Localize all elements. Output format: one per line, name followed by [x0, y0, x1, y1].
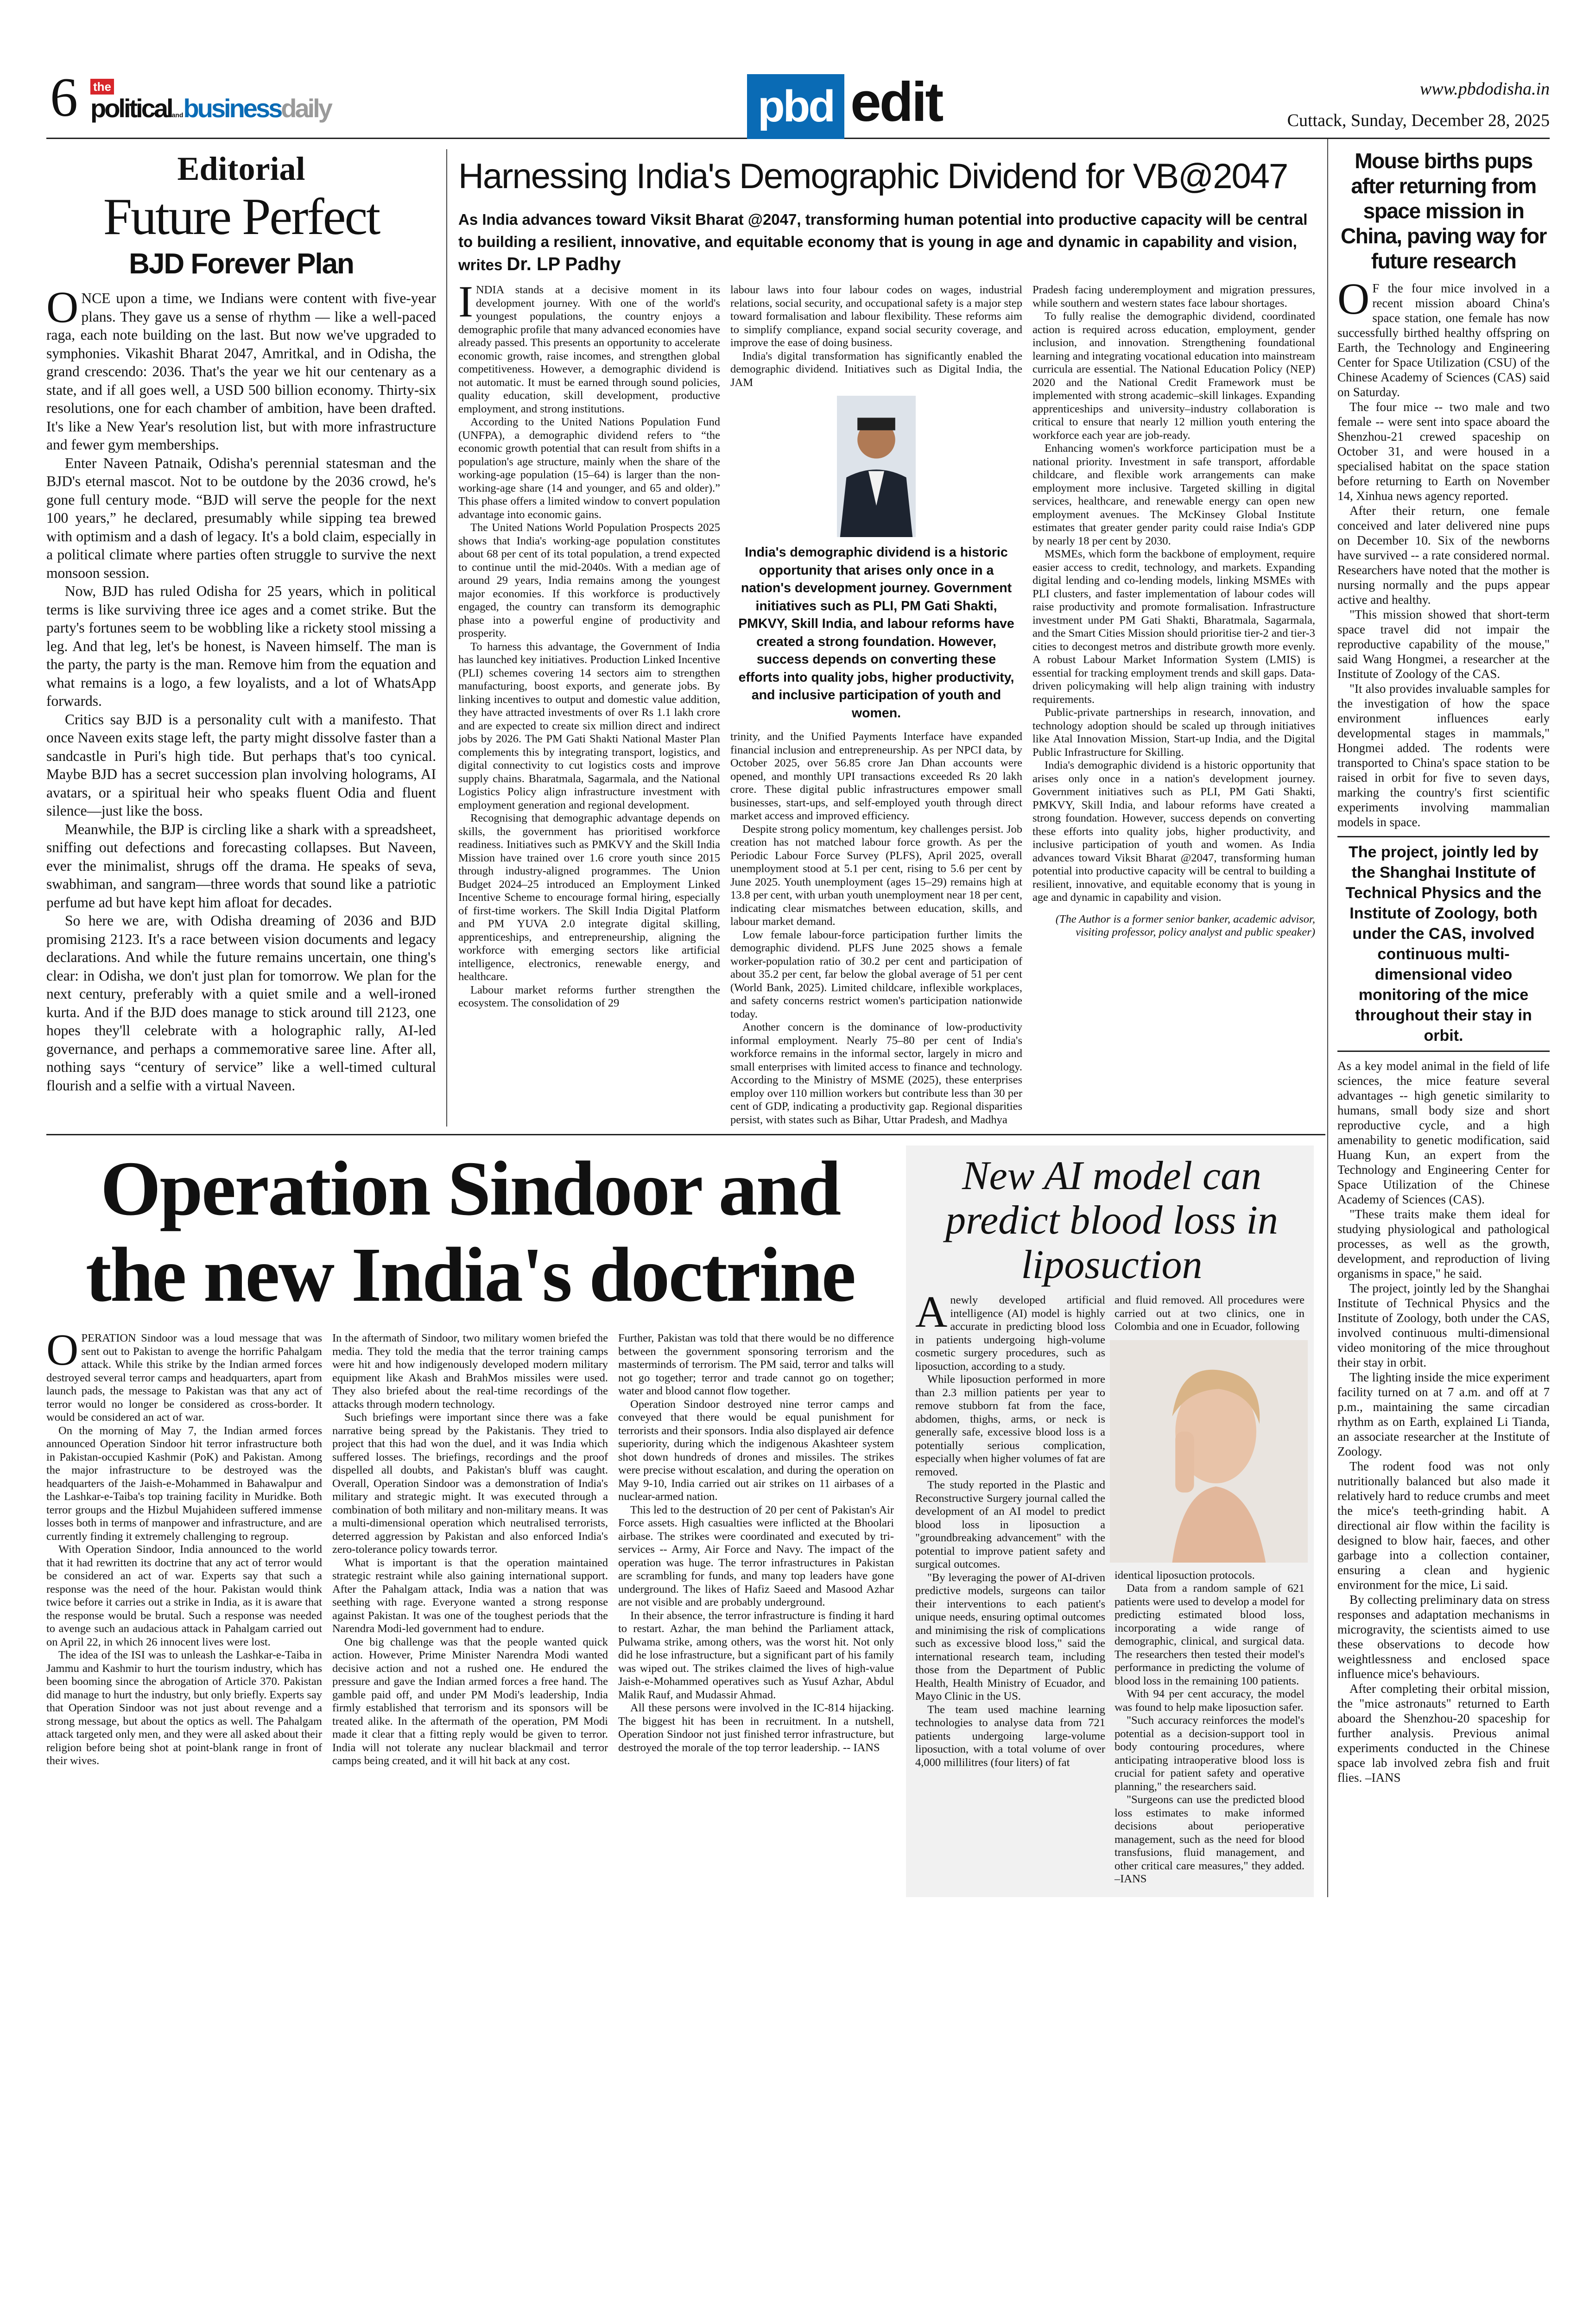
lead-headline: Harnessing India's Demographic Dividend for VB@2047: [458, 157, 1288, 196]
paragraph: and fluid removed. All procedures were carried out at two clinics, one in Colombia and one in Ecuador, following: [1115, 1294, 1305, 1333]
lead-column-3: [1032, 284, 1315, 905]
paragraph: "It also provides invaluable samples for the investigation of how the space environment influences early developmental stages in mammals," Hongmei added. The rodents were transported to China's space station to be raised in orbit for five to seven days, marking the country's first scientific experiments involving mammalian models in space.: [1337, 682, 1550, 829]
mice-body-top: [1337, 274, 1550, 829]
page-header: [46, 0, 1550, 139]
section-logo-pbd: pbd: [747, 74, 844, 139]
lead-article: [447, 149, 1325, 1127]
paragraph: The project, jointly led by the Shanghai Institute of Technical Physics and the Institute of Zoology, both under the CAS, involved continuous multi-dimensional video monitoring of the mice throughout their stay in orbit.: [1337, 1281, 1550, 1369]
paragraph: Low female labour-force participation further limits the demographic dividend. PLFS June 2025 shows a female worker-population ratio of 30.2 per cent and participation of about 35.2 per cent, far below the global average of 51 per cent (World Bank, 2025). Limited childcare, inflexible workplaces, and safety concerns restrict women's participation nationwide today.: [730, 928, 1022, 1020]
editorial-section: [46, 149, 447, 1127]
section-title-edit: edit: [850, 71, 942, 133]
paragraph: "This mission showed that short-term space travel did not impair the reproductive capability of the mouse," said Wang Hongmei, a researcher at the Institute of Zoology of the CAS.: [1337, 608, 1550, 681]
mice-headline: Mouse births pups after returning from space mission in China, paving way for future research: [1341, 149, 1546, 273]
paragraph: Meanwhile, the BJP is circling like a shark with a spreadsheet, sniffing out defections and forecasting collapses. But Naveen, ever the minimalist, shrugs off the drama. He speaks of seva, swabhiman, and sangram—three words that sound like a patriotic perfume ad but have kept him afloat for decades.: [46, 821, 436, 911]
paragraph: Another concern is the dominance of low-productivity informal employment. Nearly 75–80 per cent of India's workforce remains in the informal sector, largely in micro and small enterprises with limited access to finance and technology. According to the Ministry of MSME (2025), these enterprises employ over 110 million workers but contribute less than 30 per cent of GDP, indicating a productivity gap. Regional disparities persist, with states such as Bihar, Uttar Pradesh, and Madhya: [730, 1021, 1022, 1126]
paragraph: The team used machine learning technologies to analyse data from 721 patients undergoing large-volume liposuction, with a total volume of over 4,000 millilitres (four liters) of fat: [915, 1703, 1105, 1769]
sindoor-article: [46, 1146, 906, 1897]
paragraph: The lighting inside the mice experiment facility turned on at 7 a.m. and off at 7 p.m., maintaining the same circadian rhythm as on Earth, explained Li Tianda, an associate researcher at the Institute of Zoology.: [1337, 1370, 1550, 1458]
paragraph: Pradesh facing underemployment and migration pressures, while southern and western states face labour shortages.: [1032, 284, 1315, 310]
paragraph: Now, BJD has ruled Odisha for 25 years, which in political terms is like surviving three ice ages and a comet strike. But the party's fortunes seem to be wobbling like a rickety stool missing a leg. And that leg, let's be honest, is Naveen himself. The man is the party, the party is the man. Remove him from the equation and what remains is a logo, a few loyalists, and a lot of WhatsApp forwards.: [46, 583, 436, 709]
editorial-kicker: Editorial: [177, 150, 305, 187]
sindoor-column-1: [46, 1325, 322, 1768]
logo-business: business: [183, 94, 281, 123]
author-name: Dr. LP Padhy: [507, 254, 621, 274]
paragraph: Enter Naveen Patnaik, Odisha's perennial statesman and the BJD's eternal mascot. Not to be outdone by the 2036 crowd, he's gone full century mode. “BJD will serve the people for the next 100 years,” he declared, presumably while sipping tea brewed with optimism and a dash of legacy. It's a bold claim, especially in a political climate where parties often struggle to survive the next monsoon session.: [46, 455, 436, 581]
page-number: 6: [50, 66, 78, 128]
paragraph: After their return, one female conceived and later delivered nine pups on December 10. Six of the newborns have survived -- a rate considered normal. Researchers have noted that the mother is nursing normally and the pups appear active and healthy.: [1337, 504, 1550, 607]
paragraph: This led to the destruction of 20 per cent of Pakistan's Air Force assets. High casualties were inflicted at the Bhoolari airbase. The strikes were coordinated and executed by tri-services -- Army, Air Force and Navy. The impact of the operation was huge. The terror infrastructures in Pakistan are scrambling for funds, and many top leaders have gone underground. The likes of Hafiz Saeed and Masood Azhar are not visible and are probably underground.: [618, 1503, 894, 1608]
paragraph: After completing their orbital mission, the "mice astronauts" returned to Earth aboard the Shenzhou-20 spaceship for further analysis. Previous animal experiments conducted in the Chinese space lab involved zebra fish and fruit flies. –IANS: [1337, 1682, 1550, 1785]
sindoor-column-3: [618, 1332, 894, 1768]
logo-and: and: [171, 111, 184, 119]
lead-pull-quote: India's demographic dividend is a historic opportunity that arises only once in a nation's development journey. Government initiatives such as PLI, PM Gati Shakti, PMKVY, Skill India, and labour reforms have created a strong foundation. However, success depends on converting these efforts into quality jobs, higher productivity, and inclusive participation of youth and women.: [738, 545, 1014, 721]
ai-column-1: [915, 1287, 1105, 1886]
paragraph: INDIA stands at a decisive moment in its development journey. With one of the world's youngest populations, the country enjoys a demographic profile that many advanced economies have already passed. This presents an opportunity to accelerate economic growth, raise incomes, and strengthen global competitiveness. However, a demographic dividend is not automatic. It must be earned through sound policies, quality education, skill development, productive employment, and strong institutions.: [458, 277, 720, 415]
paragraph: According to the United Nations Population Fund (UNFPA), a demographic dividend refers to “the economic growth potential that can result from shifts in a population's age structure, mainly when the share of the working-age population (15–64) is larger than the non-working-age share (14 and younger, and 65 and older).” This phase offers a limited window to convert population advantage into economic gains.: [458, 416, 720, 521]
mice-article: [1327, 139, 1550, 1897]
lead-column-1: [458, 277, 720, 1127]
author-photo: [837, 396, 916, 537]
paragraph: Despite strong policy momentum, key challenges persist. Job creation has not matched labour force growth. As per the Periodic Labour Force Survey (PLFS), April 2025, overall unemployment stood at 5.1 per cent, rising to 5.6 per cent by June 2025. Youth unemployment (ages 15–29) remains high at 13.8 per cent, with urban youth unemployment near 18 per cent, indicating clear mismatches between education, skills, and labour market demand.: [730, 823, 1022, 928]
paragraph: What is important is that the operation maintained strategic restraint while also gaining international support. After the Pahalgam attack, India was a nation that was seething with rage. Everyone wanted a strong response against Pakistan. It was one of the toughest periods that the Narendra Modi-led government had to endure.: [332, 1556, 608, 1635]
author-note: (The Author is a former senior banker, academic advisor, visiting professor, policy analyst and public speaker): [1055, 912, 1315, 938]
paragraph: MSMEs, which form the backbone of employment, require easier access to credit, technology, and markets. Expanding digital lending and co-lending models, linking MSMEs with PLI clusters, and faster implementation of labour codes will raise productivity and promote formalisation. Infrastructure investment under PM Gati Shakti, Bharatmala, Sagarmala, and the Smart Cities Mission should prioritise tier-2 and tier-3 cities to decongest metros and distribute growth more evenly. A robust Labour Market Information System (LMIS) is essential for tracking employment trends and skill gaps. Data-driven policymaking will help align training with industry requirements.: [1032, 548, 1315, 706]
paragraph: Data from a random sample of 621 patients were used to develop a model for predicting estimated blood loss, incorporating a wide range of demographic, clinical, and surgical data. The researchers then tested their model's performance in predicting the volume of blood loss in the remaining 100 patients.: [1115, 1582, 1305, 1687]
paragraph: "Surgeons can use the predicted blood loss estimates to make informed decisions about perioperative management, such as the need for blood transfusions, fluid management, and other critical care measures," they added. –IANS: [1115, 1793, 1305, 1885]
woman-photo: [1110, 1340, 1308, 1563]
ai-column-2-bottom: [1115, 1569, 1305, 1886]
paragraph: India's digital transformation has significantly enabled the demographic dividend. Initiatives such as Digital India, the JAM: [730, 349, 1022, 389]
paragraph: India's demographic dividend is a historic opportunity that arises only once in a nation's development journey. Government initiatives such as PLI, PM Gati Shakti, PMKVY, Skill India, and labour reforms have created a strong foundation. However, success depends on converting these efforts into quality jobs, higher productivity, and inclusive participation of youth and women. As India advances toward Viksit Bharat @2047, transforming human potential into productive capacity will be central to building a resilient, innovative, and equitable economy that is young in age and dynamic in capability and vision.: [1032, 759, 1315, 904]
editorial-subtitle: BJD Forever Plan: [129, 248, 354, 280]
paragraph: Further, Pakistan was told that there would be no difference between the government sponsoring terrorism and the masterminds of terrorism. The PM said, terror and talks will not go together; terror and trade cannot go on together; water and blood cannot flow together.: [618, 1332, 894, 1397]
paragraph: "Such accuracy reinforces the model's potential as a decision-support tool in body contouring procedures, where anticipating intraoperative blood loss is crucial for patient safety and operative planning," the researchers said.: [1115, 1714, 1305, 1793]
masthead-logo: [90, 79, 331, 129]
paragraph: identical liposuction protocols.: [1115, 1569, 1255, 1582]
sindoor-column-2: [332, 1332, 608, 1768]
paragraph: OPERATION Sindoor was a loud message that was sent out to Pakistan to avenge the horrific Pahalgam attack. While this strike by the Indian armed forces destroyed several terror camps and headquarters, apart from launch pads, the message to Pakistan was that any act of terror would no longer be considered as cross-border. It would be considered an act of war.: [46, 1325, 322, 1424]
paragraph: With 94 per cent accuracy, the model was found to help make liposuction safer.: [1115, 1688, 1305, 1714]
paragraph: On the morning of May 7, the Indian armed forces announced Operation Sindoor hit terror infrastructure both in Pakistan-occupied Kashmir (PoK) and Pakistan. Among the major infrastructure to be destroyed was the headquarters of the Jaish-e-Mohammed in Bahawalpur and the Lashkar-e-Taiba's top training facility in Muridke. Both terror groups and the Hizbul Mujahideen suffered immense losses both in terms of manpower and infrastructure, and are currently finding it extremely challenging to regroup.: [46, 1424, 322, 1543]
paragraph: The four mice -- two male and two female -- were sent into space aboard the Shenzhou-21 crewed spaceship on October 31, and were housed in a specialised habitat on the space station before returning to Earth on November 14, Xinhua news agency reported.: [1337, 400, 1550, 503]
paragraph: The study reported in the Plastic and Reconstructive Surgery journal called the development of an AI model to predict blood loss in liposuction a "groundbreaking advancement" with the potential to improve patient safety and surgical outcomes.: [915, 1479, 1105, 1570]
paragraph: By collecting preliminary data on stress responses and adaptation mechanisms in microgravity, the scientists aimed to use these observations to decode how weightlessness and enclosed space influence mice's behaviours.: [1337, 1593, 1550, 1681]
editorial-body: [46, 282, 436, 1095]
paragraph: "By leveraging the power of AI-driven predictive models, surgeons can tailor their interventions to each patient's unique needs, ensuring optimal outcomes and minimising the risk of complications such as excessive blood loss," said the international research team, including those from the Department of Public Health, Health Ministry of Ecuador, and Mayo Clinic in the US.: [915, 1571, 1105, 1703]
paragraph: "These traits make them ideal for studying physiological and pathological processes, as well as the growth, development, and reproduction of living organisms in space," he said.: [1337, 1207, 1550, 1280]
paragraph: Anewly developed artificial intelligence (AI) model is highly accurate in predicting blood loss in patients undergoing high-volume cosmetic surgery procedures, such as liposuction, according to a study.: [915, 1287, 1105, 1373]
ai-column-2-top: [1115, 1294, 1305, 1334]
website-url[interactable]: www.pbdodisha.in: [1419, 79, 1550, 99]
paragraph: Enhancing women's workforce participation must be a national priority. Investment in safe transport, affordable childcare, and flexible work arrangements can make employment more inclusive. Targeted skilling in digital services, healthcare, and renewable energy can open new employment avenues. The McKinsey Global Institute estimates that greater gender parity could raise India's GDP by nearly 18 per cent by 2030.: [1032, 442, 1315, 547]
paragraph: To harness this advantage, the Government of India has launched key initiatives. Production Linked Incentive (PLI) schemes covering 14 sectors aim to strengthen manufacturing, boost exports, and generate jobs. By linking incentives to output and domestic value addition, they have attracted investments of over Rs 1.1 lakh crore and are expected to create six million direct and indirect jobs by 2026. The PM Gati Shakti National Master Plan complements this by integrating transport, logistics, and digital connectivity to cut logistics costs and improve supply chains. Bharatmala, Sagarmala, and the National Logistics Policy align infrastructure investment with employment generation and regional development.: [458, 640, 720, 811]
paragraph: OF the four mice involved in a recent mission aboard China's space station, one female has now successfully birthed healthy offspring on Earth, the Technology and Engineering Center for Space Utilization (CSU) of the Chinese Academy of Sciences (CAS) said on Saturday.: [1337, 274, 1550, 399]
dateline: Cuttack, Sunday, December 28, 2025: [1287, 111, 1550, 130]
paragraph: One big challenge was that the people wanted quick action. However, Prime Minister Narendra Modi wanted decisive action and not a rushed one. He endured the pressure and gave the Indian armed forces a free hand. The gamble paid off, and under PM Modi's leadership, India firmly established that terrorism and its sponsors will be treated alike. In the aftermath of the operation, PM Modi made it clear that a fitting reply would be given to terror. India will not tolerate any nuclear blackmail and terror camps being created, and it will hit back at any cost.: [332, 1635, 608, 1767]
mice-pull-quote: The project, jointly led by the Shanghai Institute of Technical Physics and the Institute of Zoology, both under the CAS, involved continuous multi-dimensional video monitoring of the mice throughout their stay in orbit.: [1337, 836, 1550, 1052]
logo-daily: daily: [281, 94, 331, 123]
paragraph: Critics say BJD is a personality cult with a manifesto. That once Naveen exits stage left, the party might dissolve faster than a sandcastle in Puri's high tide. But perhaps that's too cynical. Maybe BJD has a secret succession plan involving holograms, AI avatars, or a spiritual heir who speaks fluent Odia and fluent silence—just like the boss.: [46, 711, 436, 819]
paragraph: With Operation Sindoor, India announced to the world that it had rewritten its doctrine that any act of terror would be considered an act of war. Experts say that such a response was the need of the hour. Pakistan would think twice before it carries out a strike in India, as it is aware that the response would be brutal. Such a response was needed to avenge such an audacious attack in Pahalgam carried out on April 22, in which 26 innocent lives were lost.: [46, 1543, 322, 1648]
mice-body-bottom: [1337, 1058, 1550, 1785]
lead-column-2-bottom: [730, 730, 1022, 1127]
paragraph: While liposuction performed in more than 2.3 million patients per year to remove stubborn fat from the face, abdomen, thighs, arms, or neck is generally safe, excessive blood loss is a potentially serious complication, especially when higher volumes of fat are removed.: [915, 1373, 1105, 1478]
paragraph: Such briefings were important since there was a fake narrative being spread by the Pakistanis. They tried to project that this had won the duel, and it was India which suffered losses. The briefings, recordings and the proof dispelled all doubts, and Pakistan's bluff was caught. Overall, Operation Sindoor was a demonstration of India's military and strategic might. It was executed through a combination of both military and non-military means. It was a multi-dimensional operation which neutralised terrorists, deterred aggression by Pakistan and also enforced India's zero-tolerance policy towards terror.: [332, 1411, 608, 1556]
paragraph: ONCE upon a time, we Indians were content with five-year plans. They gave us a sense of rhythm — like a well-paced raga, each note building on the last. But now we've upgraded to symphonies. Vikashit Bharat 2047, Amritkal, and in Odisha, the grand crescendo: 2036. That's the year we hit our centenary as a state, and if all goes well, a USD 500 billion economy. Thirty-six resolutions, one for each chamber of ambition, have been drafted. It's like a New Year's resolution list, but with more infrastructure and fewer gym memberships.: [46, 282, 436, 453]
lead-deck: As India advances toward Viksit Bharat @2047, transforming human potential into productive capacity will be central to building a resilient, innovative, and equitable economy that is young in age and dynamic in capability and vision, writes Dr. LP Padhy: [458, 211, 1308, 274]
paragraph: So here we are, with Odisha dreaming of 2036 and BJD promising 2123. It's a race between vision documents and legacy declarations. And while the future remains uncertain, one thing's clear: in Odisha, we don't just plan for tomorrow. We plan for the next century, preferably with a quiet smile and a well-ironed kurta. And if the BJD does manage to stick around till 2123, one hopes they'll celebrate with a holographic rally, AI-led governance, and perhaps a commemorative saree line. After all, nothing says “century of service” like a well-timed cultural flourish and a selfie with a virtual Naveen.: [46, 912, 436, 1094]
paragraph: The United Nations World Population Prospects 2025 shows that India's working-age population constitutes about 68 per cent of its total population, a trend expected to continue until the mid-2040s. With a median age of around 29 years, India remains among the youngest major economies. If this workforce is productively engaged, the country can transform its demographic phase into a powerful engine of productivity and prosperity.: [458, 521, 720, 639]
ai-headline: New AI model can predict blood loss in liposuction: [945, 1153, 1278, 1287]
paragraph: Recognising that demographic advantage depends on skills, the government has prioritised workforce readiness. Initiatives such as PMKVY and the Skill India Mission have trained over 1.6 crore youth since 2015 through industry-aligned programmes. The Union Budget 2024–25 introduced an Employment Linked Incentive Scheme to encourage formal hiring, especially of first-time workers. The Skill India Digital Platform and PM YUVA 2.0 integrate digital skilling, apprenticeships, and entrepreneurship, aligning the workforce with emerging sectors like artificial intelligence, electronics, renewable energy, and healthcare.: [458, 812, 720, 983]
lead-column-2-top: [730, 284, 1022, 389]
paragraph: The idea of the ISI was to unleash the Lashkar-e-Taiba in Jammu and Kashmir to hurt the tourism industry, which has been booming since the abrogation of Article 370. Pakistan did manage to hurt the industry, but only briefly. Experts say that Operation Sindoor was not just about revenge and a strong message, but about the optics as well. The Pahalgam attack targeted only men, and they were all asked about their religion before being shot at point-blank range in front of their wives.: [46, 1649, 322, 1767]
sindoor-headline: Operation Sindoor and the new India's doctrine: [85, 1146, 855, 1318]
editorial-title: Future Perfect: [103, 188, 380, 246]
paragraph: In their absence, the terror infrastructure is finding it hard to restart. Azhar, the man behind the Parliament attack, Pulwama strike, among others, was the worst hit. Not only did he lose infrastructure, but a significant part of his family was wiped out. The strikes claimed the lives of high-value Jaish-e-Mohammed operatives such as Yusuf Azhar, Abdul Malik Rauf, and Mudassir Ahmad.: [618, 1609, 894, 1701]
paragraph: To fully realise the demographic dividend, coordinated action is required across education, employment, gender inclusion, and innovation. Strengthening foundational learning and integrating vocational education into mainstream curricula are essential. The National Education Policy (NEP) 2020 and the National Credit Framework must be implemented with strong academic–skill linkages. Expanding apprenticeships and university–industry collaboration is critical to ensure that nearly 12 million youth entering the workforce each year are job-ready.: [1032, 310, 1315, 442]
logo-the: the: [90, 79, 114, 95]
paragraph: Public-private partnerships in research, innovation, and technology adoption should be scaled up through initiatives like Atal Innovation Mission, Start-up India, and the Digital Public Infrastructure for Skilling.: [1032, 706, 1315, 759]
paragraph: Operation Sindoor destroyed nine terror camps and conveyed that there would be equal punishment for terrorists and their sponsors. India also displayed air defence superiority, during which the indigenous Akashteer system shot down hundreds of drones and missiles. The strikes were precise without escalation, and during the operation on May 9-10, India carried out air strikes on 11 airbases of a nuclear-armed nation.: [618, 1398, 894, 1503]
paragraph: The rodent food was not only nutritionally balanced but also made it relatively hard to reduce crumbs and meet the mice's teeth-grinding habit. A directional air flow within the facility is designed to blow hair, faeces, and other garbage into a collection container, ensuring a clean and hygienic environment for the mice, Li said.: [1337, 1459, 1550, 1592]
paragraph: labour laws into four labour codes on wages, industrial relations, social security, and occupational safety is a major step toward formalisation and labour flexibility. These reforms aim to simplify compliance, expand social security coverage, and improve the ease of doing business.: [730, 284, 1022, 349]
paragraph: In the aftermath of Sindoor, two military women briefed the media. They told the media that the terror training camps were hit and how indigenously developed modern military equipment like Akash and BrahMos missiles were used. They also briefed about the real-time recordings of the attacks through modern technology.: [332, 1332, 608, 1411]
paragraph: Labour market reforms further strengthen the ecosystem. The consolidation of 29: [458, 983, 720, 1009]
paragraph: As a key model animal in the field of life sciences, the mice feature several advantages -- high genetic similarity to humans, small body size and short reproductive cycle, and a high amenability to genetic modification, said Huang Kun, an expert from the Technology and Engineering Center for Space Utilization of the Chinese Academy of Sciences (CAS).: [1337, 1059, 1550, 1206]
paragraph: All these persons were involved in the IC-814 hijacking. The biggest hit has been in recruitment. In a nutshell, Operation Sindoor not just finished terror infrastructure, but destroyed the morale of the top terror leadership. -- IANS: [618, 1702, 894, 1754]
logo-political: political: [90, 94, 172, 123]
paragraph: trinity, and the Unified Payments Interface have expanded financial inclusion and entrepreneurship. As per NPCI data, by October 2025, over 56.85 crore Jan Dhan accounts were opened, and monthly UPI transactions exceeded Rs 20 lakh crore. These digital public infrastructures empower small businesses, start-ups, and self-employed youth through direct market access and improved efficiency.: [730, 730, 1022, 822]
ai-story-box: [906, 1146, 1314, 1897]
